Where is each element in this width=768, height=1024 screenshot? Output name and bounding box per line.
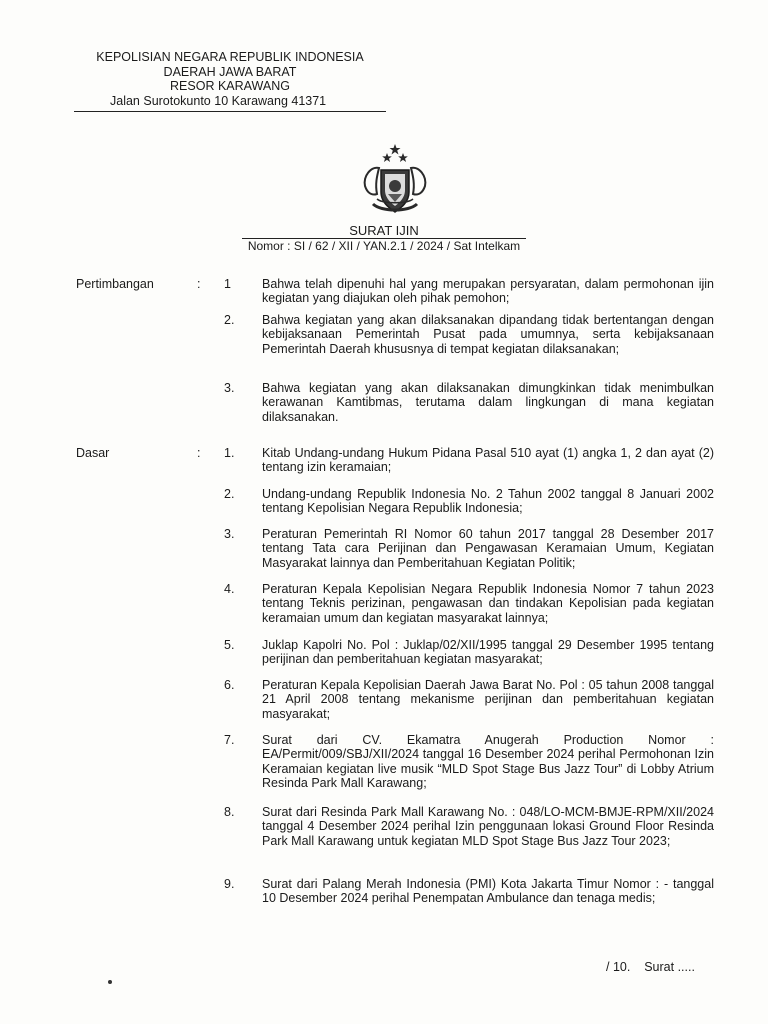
item-text: Peraturan Pemerintah RI Nomor 60 tahun 2017 tanggal 28 Desember 2017 tentang Tata cara Perijinan dan Pengawasan Keramaian Umum, Kegiatan Masyarakat lainnya dan Pemberitahuan Kegiatan Politik;: [262, 527, 714, 570]
item-text: Peraturan Kepala Kepolisian Daerah Jawa Barat No. Pol : 05 tahun 2008 tanggal 21 April 2008 tentang mekanisme perijinan dan pemberitahuan kegiatan masyarakat;: [262, 678, 714, 721]
item-text: Undang-undang Republik Indonesia No. 2 Tahun 2002 tanggal 8 Januari 2002 tentang Kepolisian Negara Republik Indonesia;: [262, 487, 714, 516]
list-item: [224, 877, 714, 906]
item-text: Surat dari Resinda Park Mall Karawang No. : 048/LO-MCM-BMJE-RPM/XII/2024 tanggal 4 Desember 2024 perihal Izin penggunaan lokasi Ground Floor Resinda Park Mall Karawang untuk kegiatan MLD Spot Stage Bus Jazz Tour 2023;: [262, 805, 714, 848]
section-colon: :: [197, 446, 201, 460]
item-number: 1: [224, 277, 231, 291]
item-number: 3.: [224, 527, 235, 541]
letterhead-line-1: KEPOLISIAN NEGARA REPUBLIK INDONESIA: [96, 50, 364, 64]
list-item: [224, 527, 714, 570]
list-item: [224, 638, 714, 667]
item-number: 6.: [224, 678, 235, 692]
list-item: [224, 805, 714, 848]
page-continuation: / 10. Surat .....: [606, 960, 695, 974]
item-number: 2.: [224, 313, 235, 327]
letterhead-divider: [74, 111, 386, 112]
item-number: 5.: [224, 638, 235, 652]
letterhead-line-2: DAERAH JAWA BARAT: [163, 64, 297, 79]
item-number: 9.: [224, 877, 235, 891]
item-number: 4.: [224, 582, 235, 596]
document-title: SURAT IJIN: [349, 223, 419, 238]
item-text: Surat dari CV. Ekamatra Anugerah Production Nomor : EA/Permit/009/SBJ/XII/2024 tanggal 16 Desember 2024 perihal Permohonan Izin Keramaian kegiatan live musik “MLD Spot Stage Bus Jazz Tour” di Lobby Atrium Resinda Park Mall Karawang;: [262, 733, 714, 790]
item-text: Surat dari Palang Merah Indonesia (PMI) Kota Jakarta Timur Nomor : - tanggal 10 Desember 2024 perihal Penempatan Ambulance dan tenaga medis;: [262, 877, 714, 906]
section-label-pertimbangan: Pertimbangan: [76, 277, 154, 291]
scan-speck: [108, 980, 112, 984]
list-item: [224, 313, 714, 356]
letterhead-address: Jalan Surotokunto 10 Karawang 41371: [110, 93, 327, 108]
list-item: [224, 277, 714, 306]
document-title-block: [0, 224, 768, 253]
item-number: 2.: [224, 487, 235, 501]
section-label-dasar: Dasar: [76, 446, 110, 460]
item-text: Bahwa kegiatan yang akan dilaksanakan dimungkinkan tidak menimbulkan kerawanan Kamtibmas, terutama dalam lingkungan di mana kegiatan dilaksanakan.: [262, 381, 714, 424]
list-item: [224, 733, 714, 790]
list-item: [224, 446, 714, 475]
list-item: [224, 678, 714, 721]
list-item: [224, 381, 714, 424]
item-text: Bahwa telah dipenuhi hal yang merupakan persyaratan, dalam permohonan ijin kegiatan yang diajukan oleh pihak pemohon;: [262, 277, 714, 306]
list-item: [224, 487, 714, 516]
list-item: [224, 582, 714, 625]
section-colon: :: [197, 277, 201, 291]
letterhead-line-3: RESOR KARAWANG: [170, 79, 290, 93]
letterhead: [74, 50, 386, 112]
item-number: 8.: [224, 805, 235, 819]
item-number: 3.: [224, 381, 235, 395]
police-emblem-icon: [355, 142, 435, 222]
item-text: Juklap Kapolri No. Pol : Juklap/02/XII/1995 tanggal 29 Desember 1995 tentang perijinan dan pemberitahuan kegiatan masyarakat;: [262, 638, 714, 667]
document-number: Nomor : SI / 62 / XII / YAN.2.1 / 2024 / Sat Intelkam: [242, 238, 526, 253]
item-text: Peraturan Kepala Kepolisian Negara Republik Indonesia Nomor 7 tahun 2023 tentang Teknis perizinan, pengawasan dan tindakan Kepolisian pada kegiatan keramaian umum dan kegiatan masyarakat lainnya;: [262, 582, 714, 625]
item-text: Kitab Undang-undang Hukum Pidana Pasal 510 ayat (1) angka 1, 2 dan ayat (2) tentang izin keramaian;: [262, 446, 714, 475]
item-number: 1.: [224, 446, 235, 460]
item-number: 7.: [224, 733, 235, 747]
item-text: Bahwa kegiatan yang akan dilaksanakan dipandang tidak bertentangan dengan kebijaksanaan Pemerintah Pusat pada umumnya, serta kebijaksanaan Pemerintah Daerah khususnya di tempat kegiatan dilaksanakan;: [262, 313, 714, 356]
